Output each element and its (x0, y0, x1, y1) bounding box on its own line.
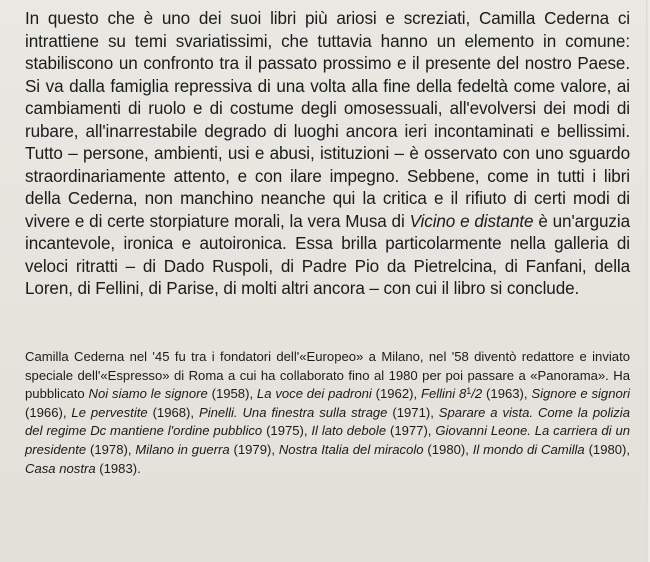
book-year: (1977), (386, 423, 436, 439)
book-year: (1966), (25, 404, 72, 420)
book-year: (1975), (262, 423, 312, 439)
book-title: Noi siamo le signore (88, 386, 208, 402)
book-year: (1968), (147, 404, 199, 420)
book-year: (1978), (86, 441, 136, 457)
book-title: Pinelli. Una finestra sulla strage (198, 404, 388, 420)
book-title: La voce dei padroni (256, 386, 372, 402)
book-blurb (25, 8, 630, 301)
book-title: Giovanni Leone. La carriera di un presidente (25, 423, 631, 457)
book-title: Le pervestite (71, 404, 148, 420)
fraction-numerator: 1 (466, 386, 472, 397)
book-year: (1979), (229, 441, 279, 457)
book-title: Fellini 8 (420, 386, 467, 402)
book-year: (1962), (371, 386, 421, 402)
blurb-text-2: è un'arguzia incantevole, ironica e autoironica. Essa brilla particolarmente nella galleria di veloci ritratti – di Dado Ruspoli, di Padre Pio da Pietrelcina, di Fanfani, della Loren, di Fellini, di Parise, di molti altri ancora – con cui il libro si conclude. (25, 211, 630, 298)
book-title: Signore e signori (531, 386, 631, 402)
bio-intro: Camilla Cederna nel '45 fu tra i fondatori dell'«Europeo» a Milano, nel '58 diventò redattore e inviato speciale dell'«Espresso» di Roma a cui ha collaborato fino al 1980 per poi passare a «Panorama». Ha pubblicato (25, 349, 630, 402)
book-year: (1983). (95, 460, 141, 476)
fraction-denominator: /2 (471, 386, 483, 402)
blurb-text-1: In questo che è uno dei suoi libri più ariosi e screziati, Camilla Cederna ci intrattiene su temi svariatissimi, che tuttavia hanno un elemento in comune: stabiliscono un confronto tra il passato prossimo e il presente del nostro Paese. Si va dalla famiglia repressiva di una volta alla fine della fedeltà come valore, ai cambiamenti di ruolo e di costume degli omosessuali, all'evolversi dei modi di rubare, all'inarrestabile degrado di luoghi ancora ieri incontaminati e bellissimi. Tutto – persone, ambienti, usi e abusi, istituzioni – è osservato con uno sguardo straordinariamente attento, e con ilare impegno. Sebbene, come in tutti i libri della Cederna, non manchino neanche qui la critica e il rifiuto di certi modi di vivere e di certe storpiature morali, la vera Musa di (25, 9, 630, 231)
book-year: (1980), (423, 441, 473, 457)
book-year: (1958), (207, 386, 257, 402)
author-bio (25, 348, 630, 478)
book-title: Milano in guerra (135, 441, 230, 457)
book-year: (1980), (584, 441, 631, 457)
page-edge (646, 0, 650, 562)
book-title: Il mondo di Camilla (472, 441, 585, 457)
book-title: Casa nostra (25, 460, 96, 476)
book-title: Il lato debole (311, 423, 387, 439)
book-title: Nostra Italia del miracolo (278, 441, 424, 457)
blurb-title-italic: Vicino e distante (409, 211, 534, 231)
book-title: Sparare a vista. Come la polizia del regime Dc mantiene l'ordine pubblico (25, 404, 630, 439)
book-year: (1963), (482, 386, 532, 402)
book-year: (1971), (387, 404, 439, 420)
